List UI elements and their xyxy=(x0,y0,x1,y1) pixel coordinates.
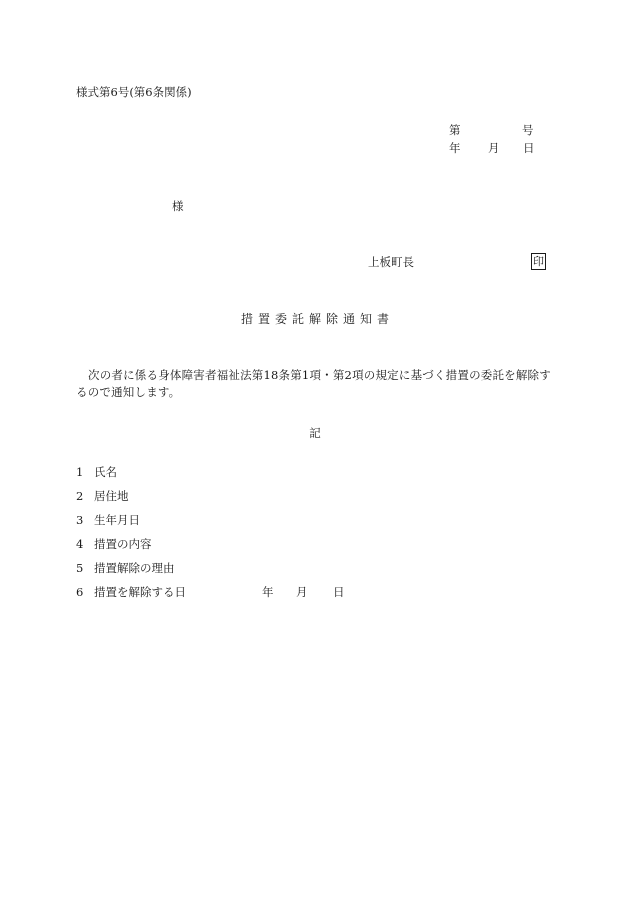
item-date-month: 月 xyxy=(296,585,308,599)
date-year: 年 xyxy=(449,141,461,155)
item-label: 措置を解除する日 xyxy=(94,585,186,599)
seal-stamp: 印 xyxy=(533,255,544,268)
document-title-text: 措置委託解除通知書 xyxy=(240,312,394,326)
item-number: 5 xyxy=(76,561,84,575)
document-title xyxy=(0,312,630,326)
date-day: 日 xyxy=(523,141,535,155)
item-label: 居住地 xyxy=(94,489,129,503)
ki-heading: 記 xyxy=(309,426,321,440)
item-number: 3 xyxy=(76,513,84,527)
item-label: 氏名 xyxy=(94,465,117,479)
item-date-day: 日 xyxy=(333,585,345,599)
document-number-prefix: 第 xyxy=(449,123,461,137)
item-number: 4 xyxy=(76,537,84,551)
item-label: 生年月日 xyxy=(94,513,140,527)
date-month: 月 xyxy=(488,141,500,155)
item-number: 1 xyxy=(76,465,84,479)
item-date-year: 年 xyxy=(262,585,274,599)
item-number: 2 xyxy=(76,489,84,503)
item-label: 措置解除の理由 xyxy=(94,561,175,575)
item-label: 措置の内容 xyxy=(94,537,152,551)
document-number-suffix: 号 xyxy=(522,123,534,137)
issuer-name: 上板町長 xyxy=(368,255,414,269)
form-label: 様式第6号(第6条関係) xyxy=(76,85,192,99)
addressee: 様 xyxy=(172,199,184,213)
body-text: 次の者に係る身体障害者福祉法第18条第1項・第2項の規定に基づく措置の委託を解除するので通知します。 xyxy=(76,368,551,399)
item-number: 6 xyxy=(76,585,84,599)
